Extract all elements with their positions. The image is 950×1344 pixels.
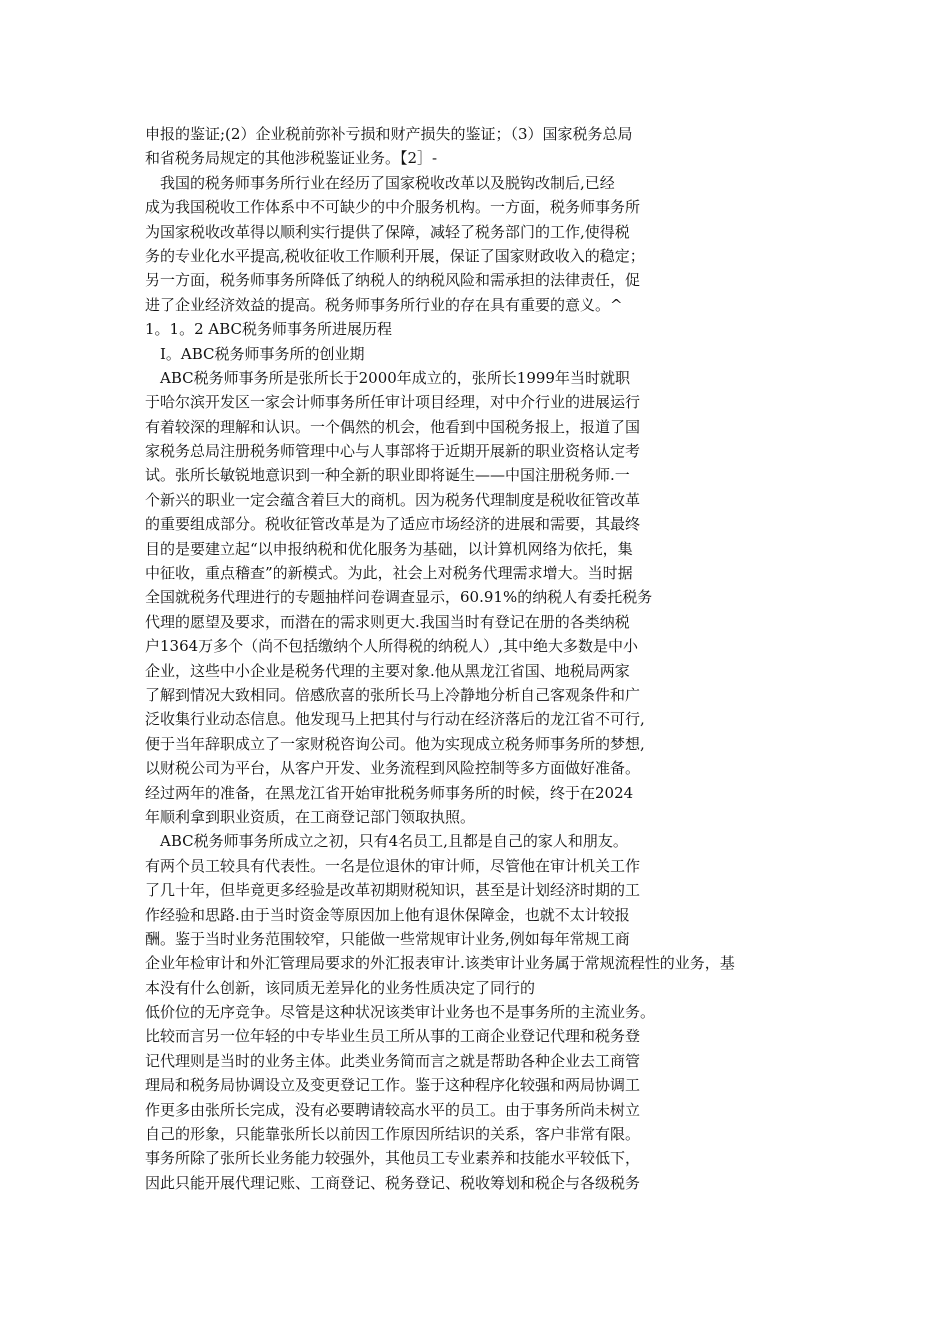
text-line: 为国家税收改革得以顺利实行提供了保障，减轻了税务部门的工作,使得税 <box>145 222 630 241</box>
text-line: ABC税务师事务所是张所长于2000年成立的，张所长1999年当时就职 <box>145 368 630 387</box>
text-line: 因此只能开展代理记账、工商登记、税务登记、税收筹划和税企与各级税务 <box>145 1173 641 1192</box>
text-line: 全国就税务代理进行的专题抽样问卷调查显示，60.91%的纳税人有委托税务 <box>145 588 653 607</box>
text-line: 务的专业化水平提高,税收征收工作顺利开展，保证了国家财政收入的稳定； <box>145 246 645 265</box>
text-line: 家税务总局注册税务师管理中心与人事部将于近期开展新的职业资格认定考 <box>145 442 641 461</box>
text-line: 申报的鉴证;(2）企业税前弥补亏损和财产损失的鉴证；（3）国家税务总局 <box>145 125 633 143</box>
text-line: 自己的形象，只能靠张所长以前因工作原因所结识的关系，客户非常有限。 <box>145 1125 641 1144</box>
section-heading: 1。1。2 ABC税务师事务所进展历程 <box>145 320 393 339</box>
text-line: 事务所除了张所长业务能力较强外，其他员工专业素养和技能水平较低下， <box>145 1149 641 1168</box>
text-line: 代理的愿望及要求，而潜在的需求则更大.我国当时有登记在册的各类纳税 <box>145 612 630 631</box>
text-line: 作经验和思路.由于当时资金等原因加上他有退休保障金，也就不太计较报 <box>145 905 630 924</box>
text-line: 理局和税务局协调设立及变更登记工作。鉴于这种程序化较强和两局协调工 <box>145 1076 641 1095</box>
text-line: 便于当年辞职成立了一家财税咨询公司。他为实现成立税务师事务所的梦想, <box>145 734 645 753</box>
text-line: 以财税公司为平台，从客户开发、业务流程到风险控制等多方面做好准备。 <box>145 759 641 778</box>
text-line: 和省税务局规定的其他涉税鉴证业务。【2］- <box>145 149 438 168</box>
text-line: 于哈尔滨开发区一家会计师事务所任审计项目经理，对中介行业的进展运行 <box>145 393 641 412</box>
subsection-heading: I。ABC税务师事务所的创业期 <box>145 344 365 363</box>
text-line: 经过两年的准备，在黑龙江省开始审批税务师事务所的时候，终于在2024 <box>145 783 634 802</box>
body-text <box>145 122 815 1195</box>
text-line: 个新兴的职业一定会蕴含着巨大的商机。因为税务代理制度是税收征管改革 <box>145 490 641 509</box>
text-line: 另一方面，税务师事务所降低了纳税人的纳税风险和需承担的法律责任，促 <box>145 271 641 290</box>
text-line: 了几十年，但毕竟更多经验是改革初期财税知识，甚至是计划经济时期的工 <box>145 881 641 900</box>
text-line: 年顺利拿到职业资质，在工商登记部门领取执照。 <box>145 807 476 826</box>
text-line: 我国的税务师事务所行业在经历了国家税收改革以及脱钩改制后,已经 <box>145 173 615 192</box>
text-line: 企业，这些中小企业是税务代理的主要对象.他从黑龙江省国、地税局两家 <box>145 661 630 680</box>
text-line: 本没有什么创新，该同质无差异化的业务性质决定了同行的 <box>145 978 536 997</box>
text-line: 酬。鉴于当时业务范围较窄，只能做一些常规审计业务,例如每年常规工商 <box>145 929 630 948</box>
text-line: 的重要组成部分。税收征管改革是为了适应市场经济的进展和需要，其最终 <box>145 515 641 534</box>
text-line: 试。张所长敏锐地意识到一种全新的职业即将诞生——中国注册税务师.一 <box>145 466 630 485</box>
text-line: 作更多由张所长完成，没有必要聘请较高水平的员工。由于事务所尚未树立 <box>145 1100 641 1119</box>
text-line: 进了企业经济效益的提高。税务师事务所行业的存在具有重要的意义。^ <box>145 295 623 314</box>
text-line: 户1364万多个（尚不包括缴纳个人所得税的纳税人）,其中绝大多数是中小 <box>145 637 638 656</box>
text-line: 了解到情况大致相同。倍感欣喜的张所长马上冷静地分析自己客观条件和广 <box>145 685 641 704</box>
text-line: 企业年检审计和外汇管理局要求的外汇报表审计.该类审计业务属于常规流程性的业务，基 <box>145 954 735 973</box>
text-line: 泛收集行业动态信息。他发现马上把其付与行动在经济落后的龙江省不可行, <box>145 710 645 729</box>
text-line: 记代理则是当时的业务主体。此类业务简而言之就是帮助各种企业去工商管 <box>145 1051 641 1070</box>
text-line: 中征收，重点稽查”的新模式。为此，社会上对税务代理需求增大。当时据 <box>145 564 633 583</box>
text-line: 有着较深的理解和认识。一个偶然的机会，他看到中国税务报上，报道了国 <box>145 417 641 436</box>
text-line: 目的是要建立起“以申报纳税和优化服务为基础，以计算机网络为依托，集 <box>145 539 633 558</box>
text-line: ABC税务师事务所成立之初，只有4名员工,且都是自己的家人和朋友。 <box>145 832 628 851</box>
text-line: 比较而言另一位年轻的中专毕业生员工所从事的工商企业登记代理和税务登 <box>145 1027 641 1046</box>
text-line: 有两个员工较具有代表性。一名是位退休的审计师，尽管他在审计机关工作 <box>145 856 641 875</box>
text-line: 低价位的无序竞争。尽管是这种状况该类审计业务也不是事务所的主流业务。 <box>145 1003 656 1022</box>
text-line: 成为我国税收工作体系中不可缺少的中介服务机构。一方面，税务师事务所 <box>145 198 641 217</box>
